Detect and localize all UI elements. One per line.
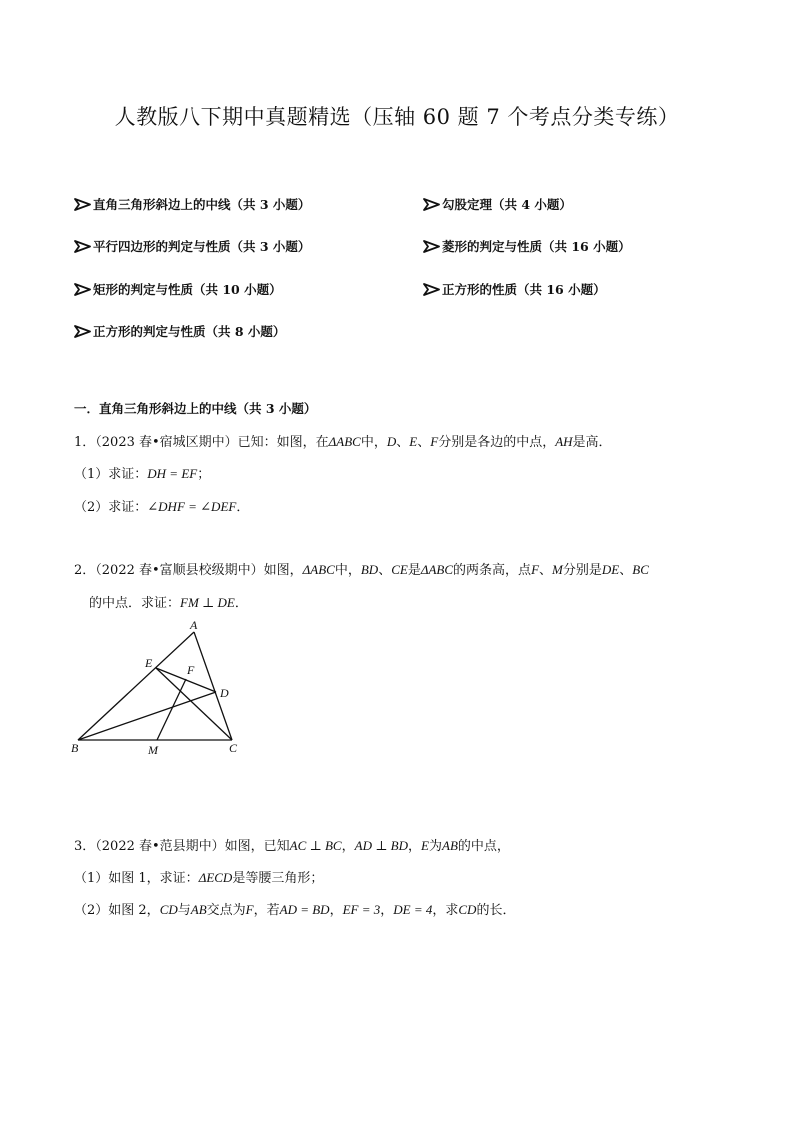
topic-item [423, 195, 572, 213]
q1-part2 [74, 496, 249, 515]
topic-item [74, 322, 285, 340]
q3-math: AD ⊥ BD [354, 838, 409, 853]
topic-item [74, 195, 310, 213]
q1-text: 分别是各边的中点， [438, 435, 556, 450]
point-label-e: E [145, 656, 153, 670]
topic-item [423, 237, 631, 255]
topic-label: 正方形的判定与性质（共 8 小题） [93, 324, 286, 339]
q3-text: 为 [428, 839, 442, 854]
q1-text: （2）求证： [74, 500, 148, 515]
topic-label: 勾股定理（共 4 小题） [442, 197, 572, 212]
q3-math: CD [458, 902, 477, 917]
q3-math: F [245, 902, 254, 917]
q3-text: ， [380, 903, 394, 918]
q3-math: ΔECD [198, 870, 233, 885]
q1-math: DH = EF [147, 466, 198, 481]
topic-label: 菱形的判定与性质（共 16 小题） [442, 239, 631, 254]
q2-math: ΔABC [302, 562, 335, 577]
q2-text: 、 [619, 563, 633, 578]
q3-math: AB [190, 902, 207, 917]
q1-part1 [74, 463, 210, 482]
page-title: 人教版八下期中真题精选（压轴 60 题 7 个考点分类专练） [114, 105, 680, 129]
point-label-d: D [220, 686, 229, 700]
q1-math: AH [555, 434, 573, 449]
q1-math: F [430, 434, 439, 449]
q2-math: ΔABC [420, 562, 454, 577]
q2-math: BC [632, 562, 649, 577]
q1-math: ∠DHF = ∠DEF [147, 499, 237, 514]
topic-label: 平行四边形的判定与性质（共 3 小题） [93, 239, 311, 254]
q3-math: AD = BD [279, 902, 330, 917]
q3-math: DE = 4 [393, 902, 433, 917]
arrow-bullet-icon [74, 325, 91, 338]
q2-text: ． [234, 596, 248, 611]
q2-text: 的中点．求证： [89, 596, 181, 611]
q3-text: 的中点， [457, 839, 510, 854]
q2-geometry-figure [66, 616, 256, 761]
q2-math: CE [391, 562, 408, 577]
arrow-bullet-icon [423, 283, 440, 296]
segment-ce [156, 668, 232, 740]
q3-part2 [74, 899, 515, 918]
arrow-bullet-icon [74, 283, 91, 296]
arrow-bullet-icon [423, 240, 440, 253]
q1-text: ； [197, 467, 211, 482]
q1-math: ΔABC [328, 434, 361, 449]
topic-label: 直角三角形斜边上的中线（共 3 小题） [93, 197, 311, 212]
q2-math: DE [601, 562, 620, 577]
q1-text: ． [236, 500, 250, 515]
q2-math: F [531, 562, 540, 577]
segment-bd [78, 692, 216, 740]
q2-stem [74, 559, 649, 578]
q3-text: ， [341, 839, 355, 854]
q3-math: AB [442, 838, 458, 853]
q3-math: EF = 3 [342, 902, 381, 917]
q2-text: 2．（2022 春•富顺县校级期中）如图， [74, 563, 303, 578]
q3-part1 [74, 867, 323, 886]
point-label-c: C [229, 741, 238, 755]
q2-text: 的两条高，点 [453, 563, 532, 578]
q3-text: 是等腰三角形； [232, 871, 324, 886]
q3-text: ，求 [432, 903, 459, 918]
point-label-a: A [190, 618, 198, 632]
q1-text: 、 [417, 435, 431, 450]
q2-stem-line2 [89, 592, 248, 611]
q1-math: E [409, 434, 418, 449]
q3-text: 3．（2022 春•范县期中）如图，已知 [74, 839, 290, 854]
q3-text: （2）如图 2， [74, 903, 160, 918]
arrow-bullet-icon [423, 198, 440, 211]
q3-math: CD [159, 902, 178, 917]
q2-text: 是 [407, 563, 421, 578]
q2-text: 中， [334, 563, 361, 578]
q1-math: D [386, 434, 397, 449]
segment-fm [157, 679, 186, 740]
q2-text: 、 [378, 563, 392, 578]
topic-item [74, 280, 282, 298]
q2-math: M [552, 562, 563, 577]
q2-math: BD [360, 562, 379, 577]
point-label-b: B [71, 741, 79, 755]
segment-ab [78, 632, 194, 740]
q1-stem [74, 431, 612, 450]
arrow-bullet-icon [74, 240, 91, 253]
q3-math: E [421, 838, 429, 853]
q3-text: 与 [177, 903, 191, 918]
q3-text: 交点为 [206, 903, 246, 918]
q1-text: 中， [360, 435, 387, 450]
q3-text: 的长． [476, 903, 516, 918]
q3-text: ，若 [253, 903, 280, 918]
topic-label: 正方形的性质（共 16 小题） [442, 282, 606, 297]
topic-item [423, 280, 606, 298]
q3-text: （1）如图 1，求证： [74, 871, 199, 886]
q3-text: ， [408, 839, 422, 854]
arrow-bullet-icon [74, 198, 91, 211]
point-label-m: M [148, 743, 158, 757]
topic-label: 矩形的判定与性质（共 10 小题） [93, 282, 282, 297]
q1-text: 是高． [572, 435, 612, 450]
q2-text: 、 [539, 563, 553, 578]
point-label-f: F [187, 663, 195, 677]
q2-text: 分别是 [562, 563, 602, 578]
q3-stem [74, 835, 510, 854]
topic-item [74, 237, 310, 255]
q1-text: 1．（2023 春•宿城区期中）已知：如图，在 [74, 435, 329, 450]
q1-text: 、 [396, 435, 410, 450]
q3-math: AC ⊥ BC [289, 838, 342, 853]
section-heading: 一．直角三角形斜边上的中线（共 3 小题） [74, 401, 317, 416]
q3-text: ， [329, 903, 343, 918]
q1-text: （1）求证： [74, 467, 148, 482]
q2-math: FM ⊥ DE [180, 595, 235, 610]
